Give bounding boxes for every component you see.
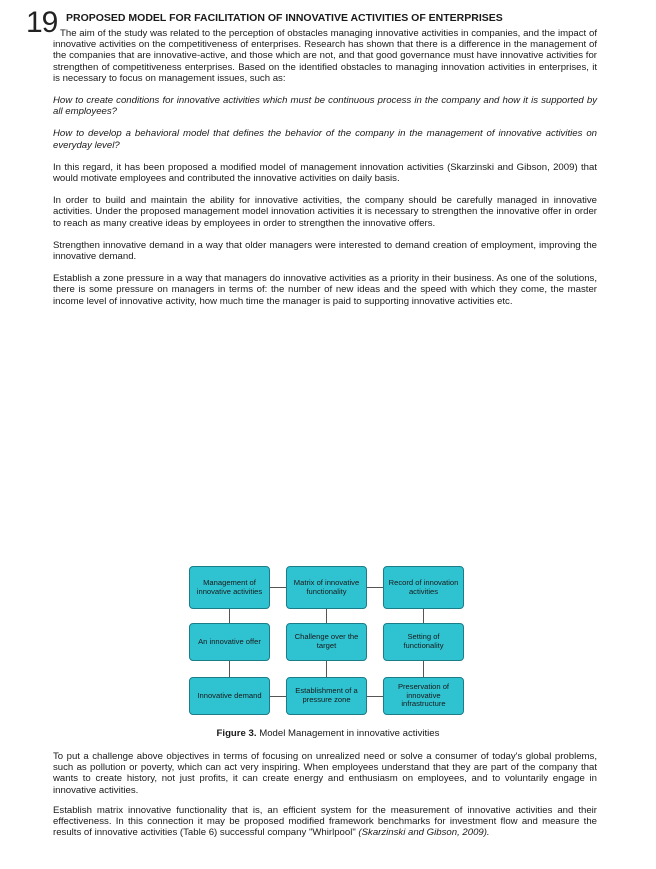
section-heading: PROPOSED MODEL FOR FACILITATION OF INNOVATIVE ACTIVITIES OF ENTERPRISES bbox=[66, 12, 503, 24]
box-label: Matrix of innovative functionality bbox=[293, 577, 360, 596]
box-label: Establishment of a pressure zone bbox=[295, 686, 358, 704]
box-management-of-innovative-activities bbox=[189, 566, 270, 609]
paragraph-intro: The aim of the study was related to the perception of obstacles managing innovative activities in companies, and the impact of innovative activities on the competitiveness of enterprises. Research has shown that there is a difference in the management of the companies that are innovative-active, and those which are not, and that good governance must have innovative activities for strengthen of competitiveness enterprises. Based on the identified obstacles to managing innovation activities in enterprises, it is necessary to focus on management issues, such as: bbox=[53, 28, 597, 84]
box-preservation-of-innovative-infrastructure bbox=[383, 677, 464, 715]
connector-line bbox=[270, 696, 286, 697]
paragraph-matrix-text: Establish matrix innovative functionality that is, an efficient system for the measurement of innovative activities and their effectiveness. In this connection it may be proposed modified framework benchmarks for investment flow and measure the results of innovative activities (Table 6) successful company "Whirlpool" bbox=[53, 804, 597, 839]
model-diagram bbox=[189, 566, 469, 722]
connector-line bbox=[326, 609, 327, 623]
body-text-bottom bbox=[53, 751, 597, 847]
paragraph-ability: In order to build and maintain the ability for innovative activities, the company should be carefully managed in innovative activities. Under the proposed management model innovation activities it is necessary to strengthen the innovative offer in order to reach as many creative ideas by employees in order to strengthen the innovative offers. bbox=[53, 195, 597, 229]
box-label: Challenge over the target bbox=[294, 632, 359, 650]
paragraph-demand: Strengthen innovative demand in a way that older managers were interested to demand creation of employment, improving the innovative demand. bbox=[53, 239, 597, 263]
box-label: An innovative offer bbox=[198, 636, 261, 646]
connector-line bbox=[423, 609, 424, 623]
box-innovative-demand bbox=[189, 677, 270, 715]
box-label: Record of innovation activities bbox=[388, 577, 459, 596]
box-an-innovative-offer bbox=[189, 623, 270, 661]
paragraph-challenge: To put a challenge above objectives in terms of focusing on unrealized need or solve a consumer of today's global problems, such as pollution or poverty, which can act very inspiring. When employees understand that they are part of the company that wants to create history, not just profits, it can create energy and enthusiasm on employees, and to voluntarily engage in innovative activities. bbox=[53, 751, 597, 796]
box-matrix-of-innovative-functionality bbox=[286, 566, 367, 609]
connector-line bbox=[229, 661, 230, 677]
figure-caption bbox=[0, 728, 656, 739]
connector-line bbox=[367, 587, 383, 588]
connector-line bbox=[367, 696, 383, 697]
box-establishment-of-a-pressure-zone bbox=[286, 677, 367, 715]
paragraph-model: In this regard, it has been proposed a modified model of management innovation activities (Skarzinski and Gibson, 2009) that would motivate employees and contributed the innovative activities on daily basis. bbox=[53, 161, 597, 185]
paragraph-pressure-zone: Establish a zone pressure in a way that managers do innovative activities as a priority in their business. As one of the solutions, there is some pressure on managers in terms of: the number of new ideas and the speed with which they come, the master income level of innovative activity, how much time the manager is paid to supporting innovative activities etc. bbox=[53, 273, 597, 307]
box-label: Management of innovative activities bbox=[196, 577, 263, 596]
connector-line bbox=[270, 587, 286, 588]
box-record-of-innovation-activities bbox=[383, 566, 464, 609]
question-one: How to create conditions for innovative activities which must be continuous process in the company and how it is supported by all employees? bbox=[53, 95, 597, 118]
box-label: Innovative demand bbox=[197, 690, 262, 700]
question-two: How to develop a behavioral model that defines the behavior of the company in the management of innovative activities on everyday level? bbox=[53, 128, 597, 151]
citation: (Skarzinski and Gibson, 2009). bbox=[358, 827, 490, 839]
box-label: Preservation of innovative infrastructure bbox=[397, 682, 450, 709]
figure-caption-text: Model Management in innovative activities bbox=[256, 728, 440, 739]
box-challenge-over-the-target bbox=[286, 623, 367, 661]
connector-line bbox=[423, 661, 424, 677]
body-text-top bbox=[53, 28, 597, 318]
connector-line bbox=[229, 609, 230, 623]
connector-line bbox=[326, 661, 327, 677]
box-setting-of-functionality bbox=[383, 623, 464, 661]
figure-label: Figure 3. bbox=[216, 728, 257, 739]
box-label: Setting of functionality bbox=[403, 632, 444, 650]
paragraph-matrix bbox=[53, 805, 597, 839]
page-number: 19 bbox=[26, 6, 58, 39]
